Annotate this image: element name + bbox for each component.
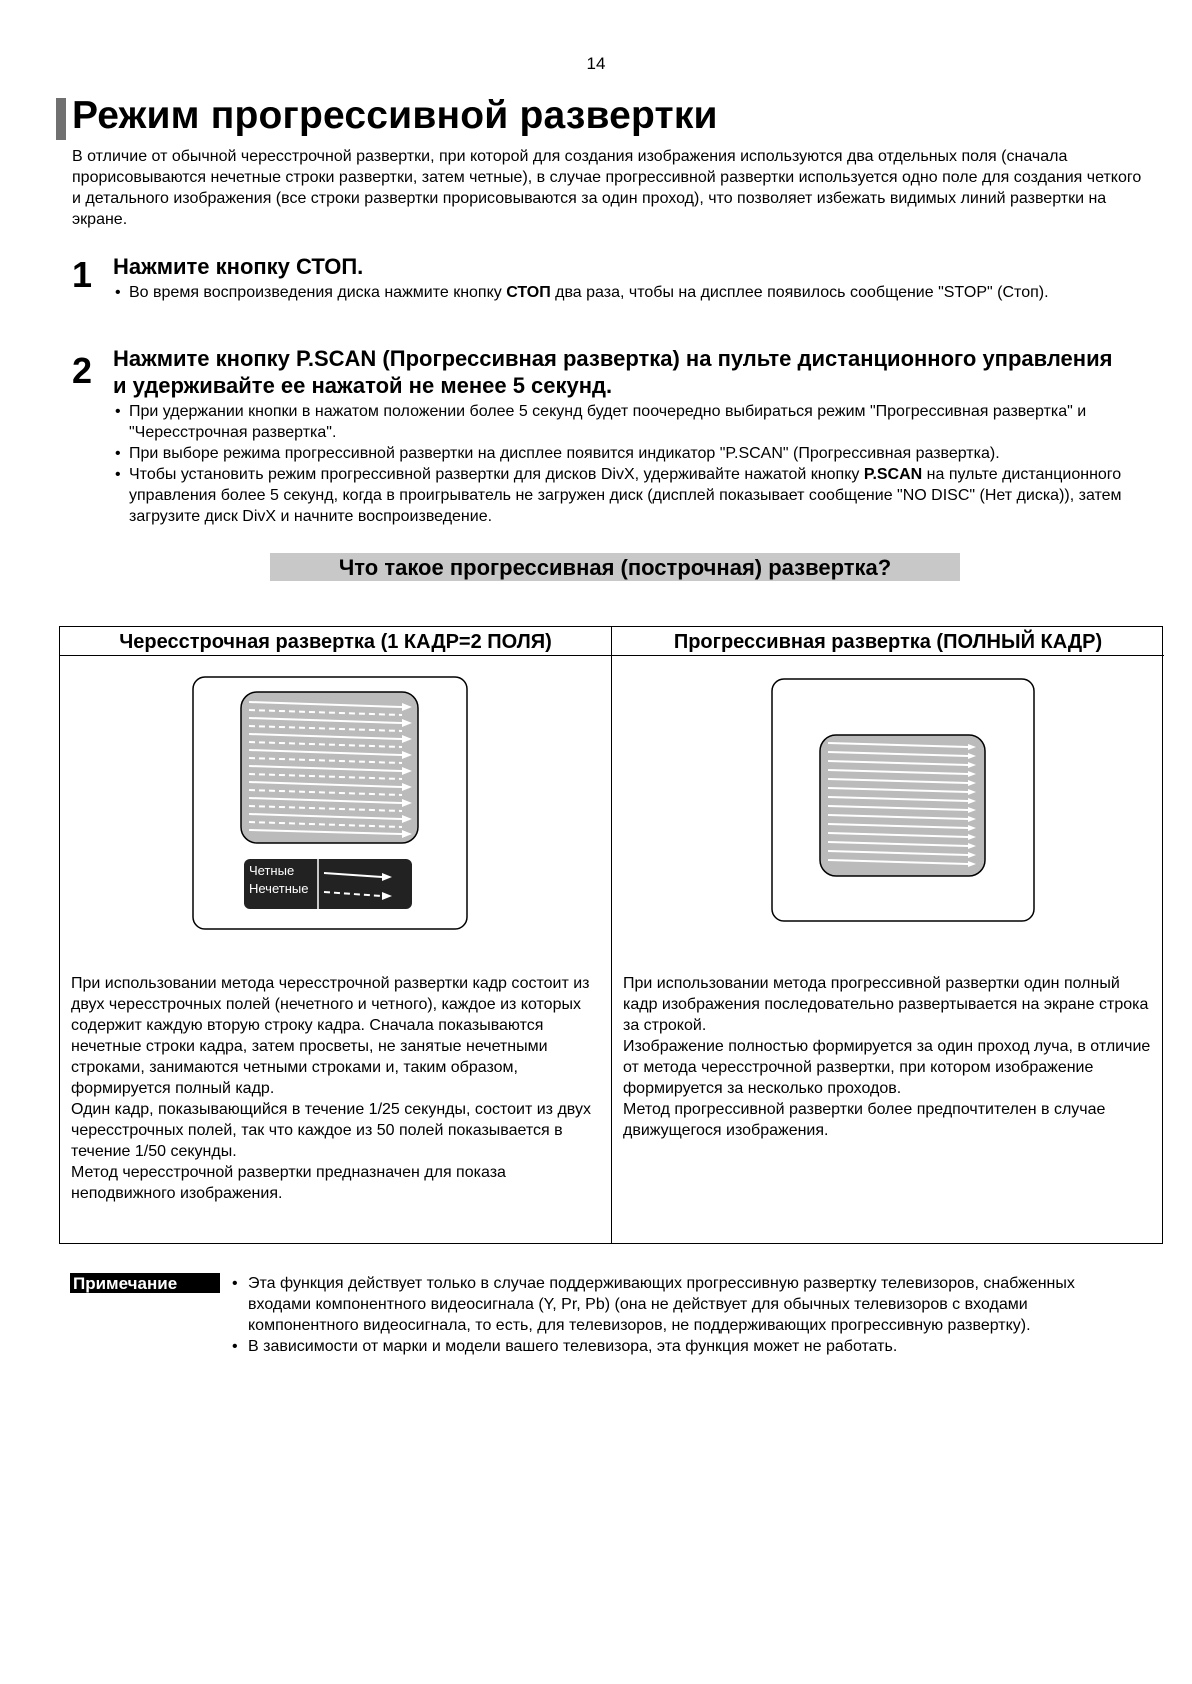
- interlaced-column: [60, 627, 612, 1243]
- step-1-bullet: • Во время воспроизведения диска нажмите кнопку СТОП два раза, чтобы на дисплее появилось сообщение "STOP" (Стоп).: [113, 282, 1133, 303]
- progressive-description: При использовании метода прогрессивной развертки один полный кадр изображения последовательно развертывается на экране строка за строкой. Изображение полностью формируется за один проход луча, в отличие от метода чересстрочной развертки, при котором изображение формируется за несколько проходов. Метод прогрессивной развертки более предпочтителен в случае движущегося изображения.: [623, 975, 1151, 1139]
- interlaced-description: При использовании метода чересстрочной развертки кадр состоит из двух чересстрочных полей (нечетного и четного), каждое из которых содержит каждую вторую строку кадра. Сначала показываются нечетные строки кадра, затем просветы, не занятые нечетными строками, занимаются четными строками и, таким образом, формируется полный кадр. Один кадр, показывающийся в течение 1/25 секунды, состоит из двух чересстрочных полей, так что каждое из 50 полей показывается в течение 1/50 секунды. Метод чересстрочной развертки предназначен для показа неподвижного изображения.: [71, 975, 591, 1202]
- note-item: • Эта функция действует только в случае поддерживающих прогрессивную развертку телевизоров, снабженных входами компонентного видеосигнала (Y, Pr, Pb) (она не действует для обычных телевизоров с входами компонентного видеосигнала, то есть, для телевизоров, не поддерживающих прогрессивную развертку).: [232, 1273, 1132, 1336]
- legend-odd-label: Нечетные: [249, 881, 309, 896]
- progressive-diagram: [612, 657, 1162, 967]
- note-item: • В зависимости от марки и модели вашего телевизора, эта функция может не работать.: [232, 1336, 1132, 1357]
- intro-paragraph: В отличие от обычной чересстрочной развертки, при которой для создания изображения используются два отдельных поля (сначала прорисовываются нечетные строки развертки, затем четные), в случае прогрессивной развертки используется одно поле для создания четкого и детального изображения (все строки развертки прорисовываются за один проход), что позволяет избежать видимых линий развертки на экране.: [72, 148, 1142, 228]
- step-2-heading: Нажмите кнопку P.SCAN (Прогрессивная развертка) на пульте дистанционного управления и удерживайте ее нажатой не менее 5 секунд.: [113, 346, 1113, 398]
- step-2-bullets: [113, 401, 1133, 527]
- step-2-bullet: • При выборе режима прогрессивной развертки на дисплее появится индикатор "P.SCAN" (Прогрессивная развертка).: [113, 443, 1133, 464]
- note-label: Примечание: [70, 1273, 220, 1293]
- section-heading: Что такое прогрессивная (построчная) развертка?: [270, 553, 960, 581]
- page-number: 14: [586, 54, 606, 73]
- interlaced-header: Чересстрочная развертка (1 КАДР=2 ПОЛЯ): [60, 627, 611, 656]
- page-title: Режим прогрессивной развертки: [72, 94, 718, 137]
- step-1-heading: Нажмите кнопку СТОП.: [113, 254, 364, 279]
- comparison-table: [59, 626, 1163, 1244]
- legend-even-label: Четные: [249, 863, 295, 878]
- title-accent-bar: [56, 98, 66, 140]
- note-list: [232, 1273, 1132, 1357]
- step-2-bullet: • Чтобы установить режим прогрессивной развертки для дисков DivX, удерживайте нажатой кнопку P.SCAN на пульте дистанционного управления более 5 секунд, когда в проигрыватель не загружен диск (дисплей показывает сообщение "NO DISC" (Нет диска)), затем загрузите диск DivX и начните воспроизведение.: [113, 464, 1133, 527]
- interlaced-diagram: [60, 657, 610, 967]
- progressive-column: [612, 627, 1164, 1243]
- progressive-header: Прогрессивная развертка (ПОЛНЫЙ КАДР): [612, 627, 1164, 656]
- step-2-number: 2: [72, 350, 93, 391]
- step-2-bullet: • При удержании кнопки в нажатом положении более 5 секунд будет поочередно выбираться режим "Прогрессивная развертка" и "Чересстрочная развертка".: [113, 401, 1133, 443]
- step-1-bullets: [113, 282, 1133, 303]
- step-1-number: 1: [72, 254, 93, 295]
